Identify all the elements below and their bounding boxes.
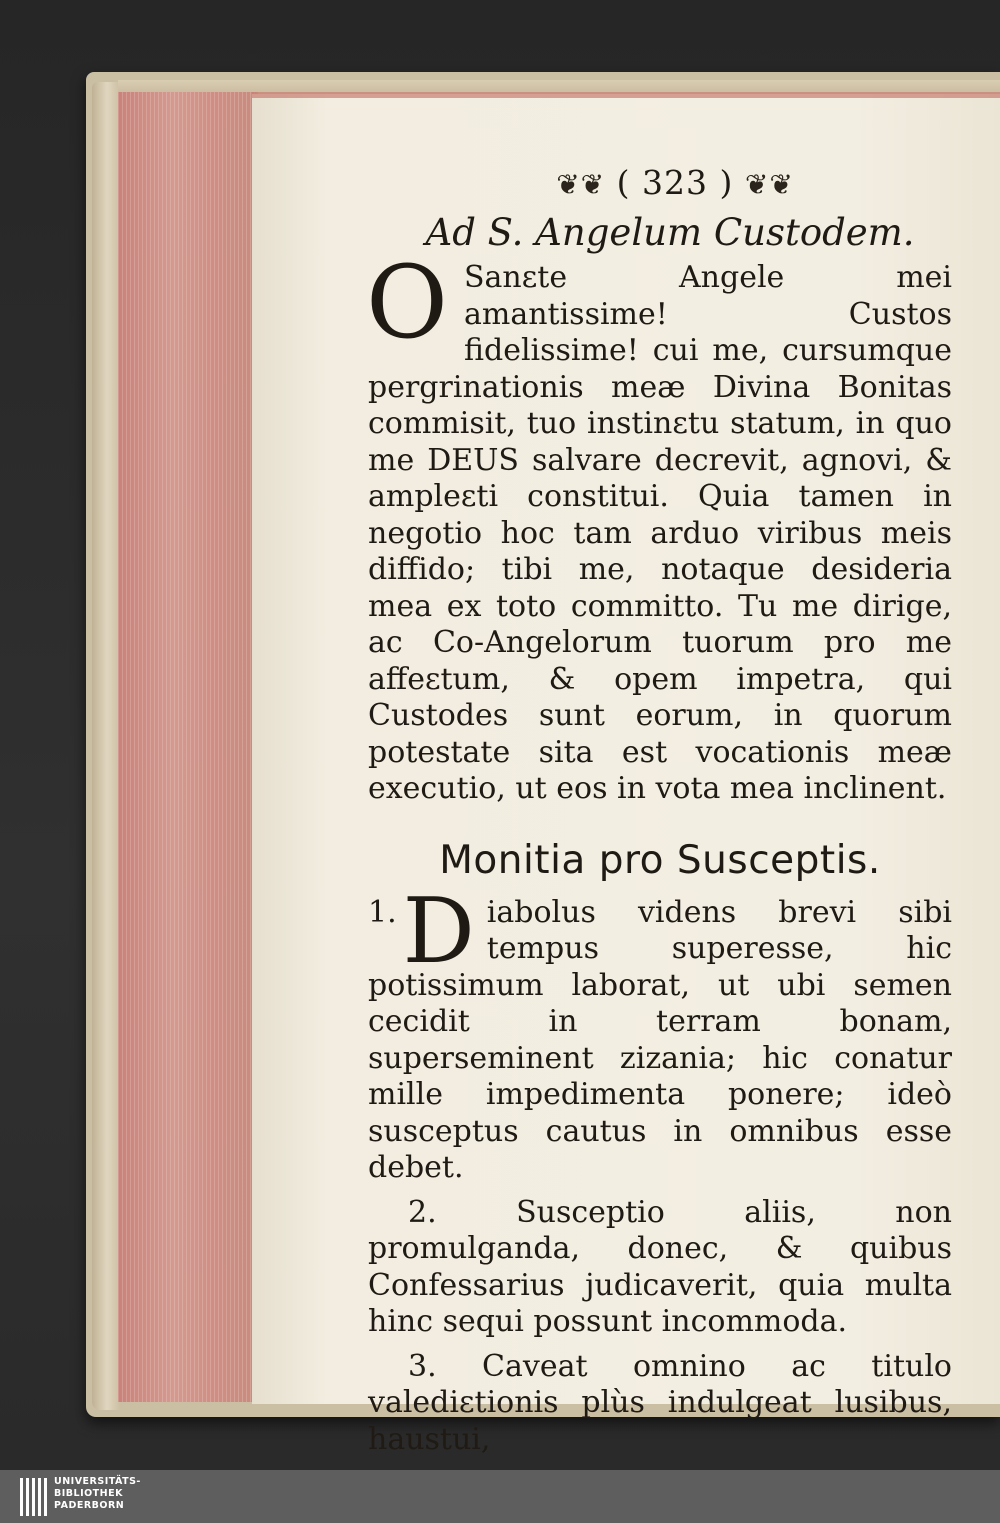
page-number: ( 323 ): [616, 163, 734, 202]
page-edges-red: [118, 92, 258, 1402]
page-header: [398, 160, 952, 206]
prayer-paragraph: [366, 244, 952, 808]
logo-line-1: UNIVERSITÄTS-: [54, 1476, 141, 1487]
right-ornament-icon: ❦❦: [744, 168, 794, 201]
section-title: Monitia pro Susceptis.: [439, 837, 881, 883]
item-1-text: iabolus videns brevi sibi tempus superesse, hic potissimum laborat, ut ubi semen cecidit in terram bonam, superseminent zizania; hic conatur mille impedimenta ponere; ideò susceptus cautus in omnibus esse debet.: [368, 894, 952, 1185]
monitum-item-1: [368, 878, 952, 1187]
monitum-item-2: 2. Susceptio aliis, non promulganda, donec, & quibus Confessarius judicaverit, quia multa hinc sequi possunt incommoda.: [368, 1194, 952, 1339]
prayer-dropcap: O: [366, 244, 448, 361]
prayer-text: Sanɛte Angele mei amantissime! Custos fidelissime! cui me, cursumque pergrinationis meæ Divina Bonitas commisit, tuo instinɛtu statum, in quo me DEUS salvare decrevit, agnovi, & ampleɛti constitui. Quia tamen in negotio hoc tam arduo viribus meis diffido; tibi me, notaque desideria mea ex toto committo. Tu me dirige, ac Co-Angelorum tuorum pro me affeɛtum, & opem impetra, qui Custodes sunt eorum, in quorum potestate sita est vocationis meæ executio, ut eos in vota mea inclinent.: [368, 260, 952, 806]
library-footer-bar: [0, 1470, 1000, 1523]
prayer-title: Ad S. Angelum Custodem.: [425, 211, 915, 254]
page-top-red-edge: [252, 92, 1000, 98]
library-logo-icon: [20, 1478, 48, 1516]
logo-line-3: PADERBORN: [54, 1500, 125, 1511]
logo-line-2: BIBLIOTHEK: [54, 1488, 123, 1499]
item-1-dropcap: D: [402, 878, 475, 984]
monitum-item-3: 3. Caveat omnino ac titulo valediɛtionis plùs indulgeat lusibus, haustui,: [368, 1348, 952, 1457]
left-ornament-icon: ❦❦: [556, 168, 606, 201]
library-logo-text: [54, 1476, 141, 1512]
page-text: [368, 160, 952, 1499]
item-1-number: 1.: [368, 894, 397, 930]
